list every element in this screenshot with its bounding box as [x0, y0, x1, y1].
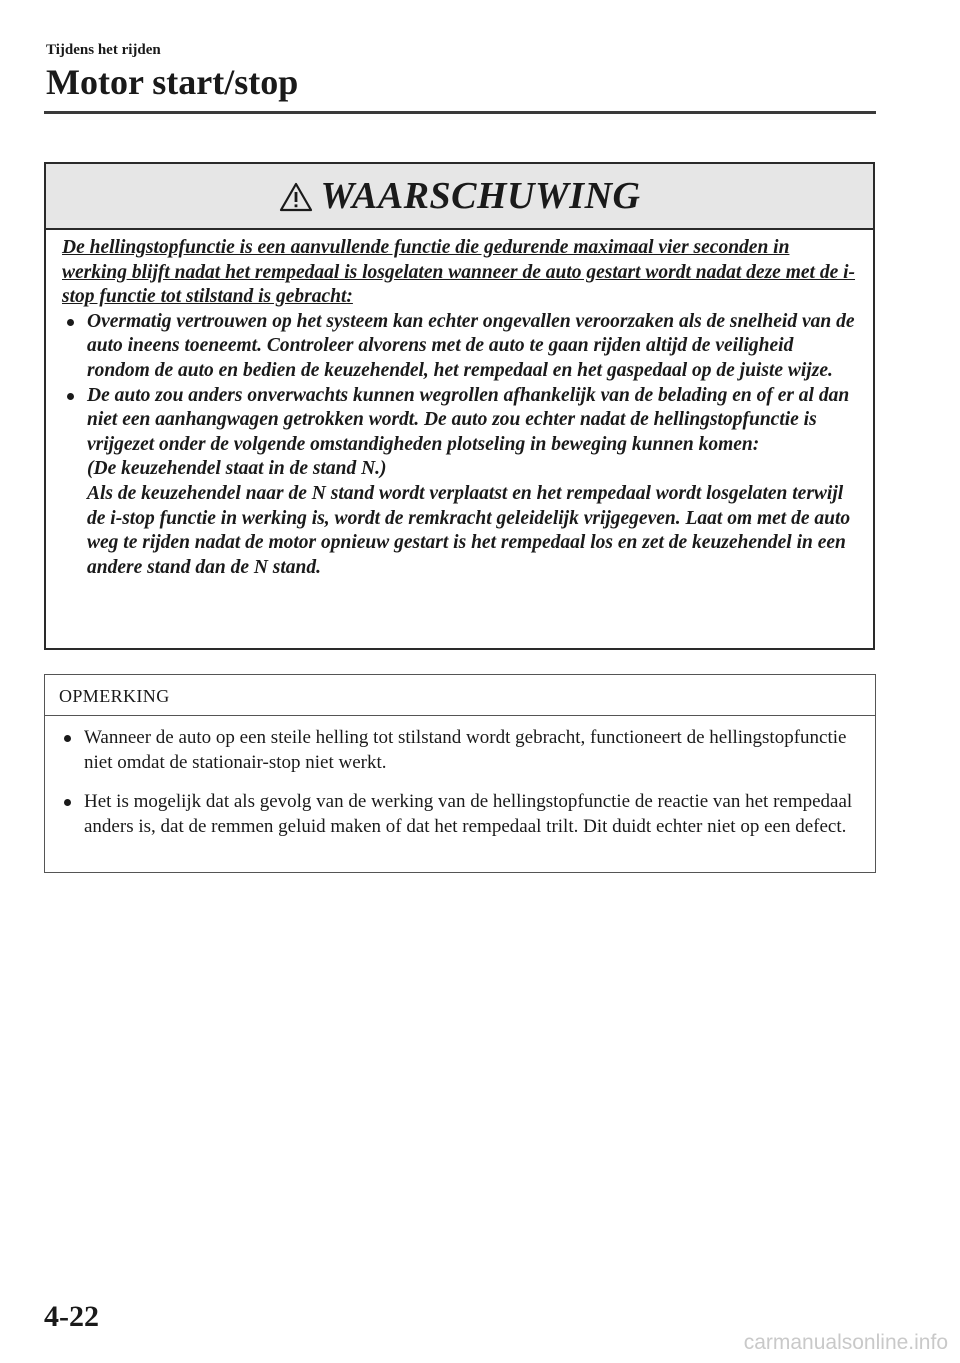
warning-bullet: [62, 310, 859, 384]
page-title: Motor start/stop: [46, 62, 299, 102]
warning-bullet-text: Als de keuzehendel naar de N stand wordt verplaatst en het rempedaal wordt losgelaten terwijl de i-stop functie in werking is, wordt de remkracht geleidelijk vrijgegeven. Laat om met de auto weg te rijden nadat de motor opnieuw gestart is het rempedaal los en zet de keuzehendel in een andere stand dan de N stand.: [87, 482, 851, 578]
warning-bullet-text: (De keuzehendel staat in de stand N.): [87, 458, 387, 480]
note-box: [44, 674, 876, 873]
bullet-icon: [64, 799, 71, 806]
warning-bullet-text: Overmatig vertrouwen op het systeem kan echter ongevallen veroorzaken als de snelheid van de auto ineens toeneemt. Controleer alvorens met de auto te gaan rijden altijd de veiligheid rondom de auto en bedien de keuzehendel, het rempedaal en het gaspedaal op de juiste wijze.: [87, 310, 855, 381]
warning-box: [44, 162, 875, 650]
note-bullet-text: Het is mogelijk dat als gevolg van de werking van de hellingstopfunctie de reactie van het rempedaal anders is, dat de remmen geluid maken of dat het rempedaal trilt. Dit duidt echter niet op een defect.: [84, 791, 853, 837]
note-bullet-list: [45, 716, 875, 839]
note-bullet: [59, 790, 865, 839]
warning-body: [46, 230, 873, 580]
bullet-icon: [67, 393, 74, 400]
note-bullet: [59, 726, 865, 775]
warning-triangle-icon: [279, 182, 313, 212]
warning-bullet-text: De auto zou anders onverwachts kunnen wegrollen afhankelijk van de belading en of er al dan niet een aanhangwagen getrokken wordt. De auto zou echter nadat de hellingstopfunctie is vrijgezet onder de volgende omstandigheden plotseling in beweging kunnen komen:: [87, 384, 850, 455]
warning-intro: De hellingstopfunctie is een aanvullende functie die gedurende maximaal vier seconden in werking blijft nadat het rempedaal is losgelaten wanneer de auto gestart wordt nadat deze met de i-stop functie tot stilstand is gebracht:: [62, 237, 856, 308]
warning-title: WAARSCHUWING: [320, 175, 641, 217]
warning-bullet-list: [62, 310, 859, 581]
watermark: carmanualsonline.info: [743, 1331, 948, 1354]
section-label: Tijdens het rijden: [46, 42, 161, 58]
bullet-icon: [64, 735, 71, 742]
warning-header: [46, 164, 873, 230]
note-bullet-text: Wanneer de auto op een steile helling tot stilstand wordt gebracht, functioneert de hellingstopfunctie niet omdat de stationair-stop niet werkt.: [84, 727, 847, 773]
page-number: 4-22: [44, 1300, 99, 1333]
header-divider: [44, 111, 876, 114]
warning-bullet: [62, 384, 859, 581]
bullet-icon: [67, 319, 74, 326]
note-header: OPMERKING: [45, 675, 875, 716]
